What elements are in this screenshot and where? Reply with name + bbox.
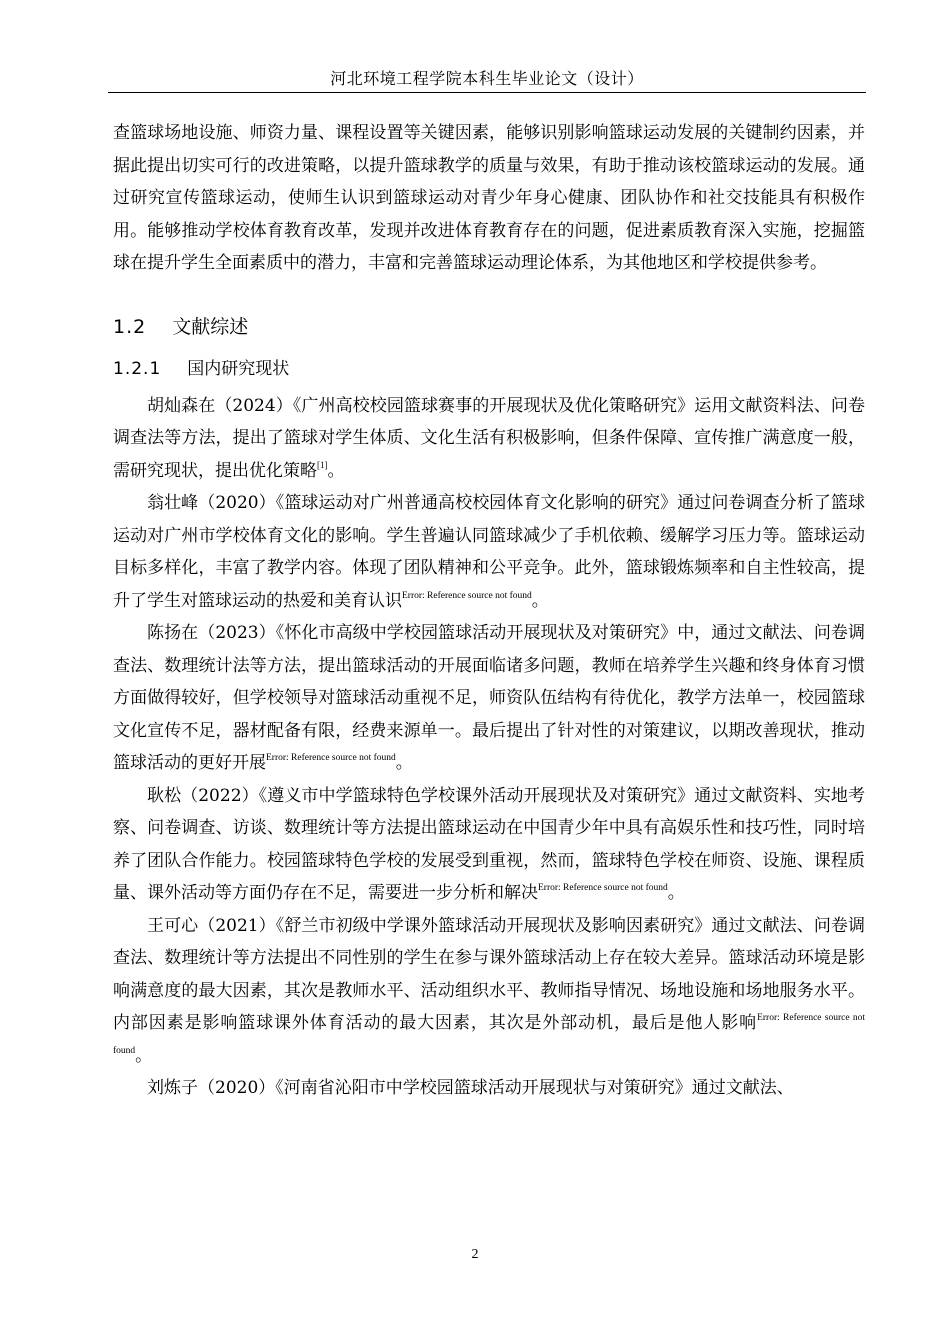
review-paragraph [113, 910, 865, 1073]
paragraph-text: 刘炼子（2020）《河南省沁阳市中学校园篮球活动开展现状与对策研究》通过文献法、 [147, 1078, 794, 1098]
body-content [113, 117, 865, 1105]
citation-ref: Error: Reference source not found [266, 753, 396, 763]
header-rule [108, 92, 866, 93]
paragraph-end: 。 [135, 1045, 153, 1066]
paragraph-text: 王可心（2021）《舒兰市初级中学课外篮球活动开展现状及影响因素研究》通过文献法、问卷调查法、数理统计等方法提出不同性别的学生在参与课外篮球活动上存在较大差异。篮球活动环境是影响满意度的最大因素，其次是教师水平、活动组织水平、教师指导情况、场地设施和场地服务水平。内部因素是影响篮球课外体育活动的最大因素，其次是外部动机，最后是他人影响 [113, 915, 865, 1033]
review-paragraph [113, 1072, 865, 1105]
review-paragraph [113, 780, 865, 910]
subsection-title: 国内研究现状 [187, 358, 290, 379]
running-header: 河北环境工程学院本科生毕业论文（设计） [330, 69, 644, 88]
paragraph-end: 。 [667, 883, 685, 903]
paragraph-end: 。 [531, 590, 549, 611]
citation-ref: Error: Reference source not found [113, 1013, 865, 1056]
review-paragraph [113, 617, 865, 780]
paragraph-text: 胡灿森在（2024）《广州高校校园篮球赛事的开展现状及优化策略研究》运用文献资料法、问卷调查法等方法，提出了篮球对学生体质、文化生活有积极影响，但条件保障、宣传推广满意度一般，需研究现状，提出优化策略 [113, 395, 865, 481]
review-paragraph [113, 390, 865, 488]
paragraph-text: 翁壮峰（2020）《篮球运动对广州普通高校校园体育文化影响的研究》通过问卷调查分析了篮球运动对广州市学校体育文化的影响。学生普遍认同篮球减少了手机依赖、缓解学习压力等。篮球运动目标多样化，丰富了教学内容。体现了团队精神和公平竞争。此外，篮球锻炼频率和自主性较高，提升了学生对篮球运动的热爱和美育认识 [113, 493, 865, 611]
section-number: 1.2 [113, 315, 147, 338]
review-paragraph [113, 487, 865, 617]
page-number: 2 [471, 1247, 479, 1262]
citation-ref: Error: Reference source not found [538, 883, 668, 893]
citation-ref: Error: Reference source not found [402, 590, 532, 601]
paragraph-text: 陈扬在（2023）《怀化市高级中学校园篮球活动开展现状及对策研究》中，通过文献法、问卷调查法、数理统计法等方法，提出篮球活动的开展面临诸多问题，教师在培养学生兴趣和终身体育习惯方面做得较好，但学校领导对篮球活动重视不足，师资队伍结构有待优化，教学方法单一，校园篮球文化宣传不足，器材配备有限，经费来源单一。最后提出了针对性的对策建议，以期改善现状，推动篮球活动的更好开展 [113, 623, 865, 773]
section-title: 文献综述 [172, 315, 249, 338]
paragraph-text: 耿松（2022）《遵义市中学篮球特色学校课外活动开展现状及对策研究》通过文献资料、实地考察、问卷调查、访谈、数理统计等方法提出篮球运动在中国青少年中具有高娱乐性和技巧性，同时培养了团队合作能力。校园篮球特色学校的发展受到重视，然而，篮球特色学校在师资、设施、课程质量、课外活动等方面仍存在不足，需要进一步分析和解决 [113, 785, 865, 903]
subsection-heading [113, 354, 865, 384]
paragraph-end: 。 [395, 753, 413, 773]
subsection-number: 1.2.1 [113, 358, 162, 379]
section-heading [113, 312, 865, 342]
citation-ref: [1] [317, 459, 328, 470]
intro-paragraph: 查篮球场地设施、师资力量、课程设置等关键因素，能够识别影响篮球运动发展的关键制约因素，并据此提出切实可行的改进策略，以提升篮球教学的质量与效果，有助于推动该校篮球运动的发展。通过研究宣传篮球运动，使师生认识到篮球运动对青少年身心健康、团队协作和社交技能具有积极作用。能够推动学校体育教育改革，发现并改进体育教育存在的问题，促进素质教育深入实施，挖掘篮球在提升学生全面素质中的潜力，丰富和完善篮球运动理论体系，为其他地区和学校提供参考。 [113, 123, 865, 273]
paragraph-end: 。 [327, 460, 345, 481]
